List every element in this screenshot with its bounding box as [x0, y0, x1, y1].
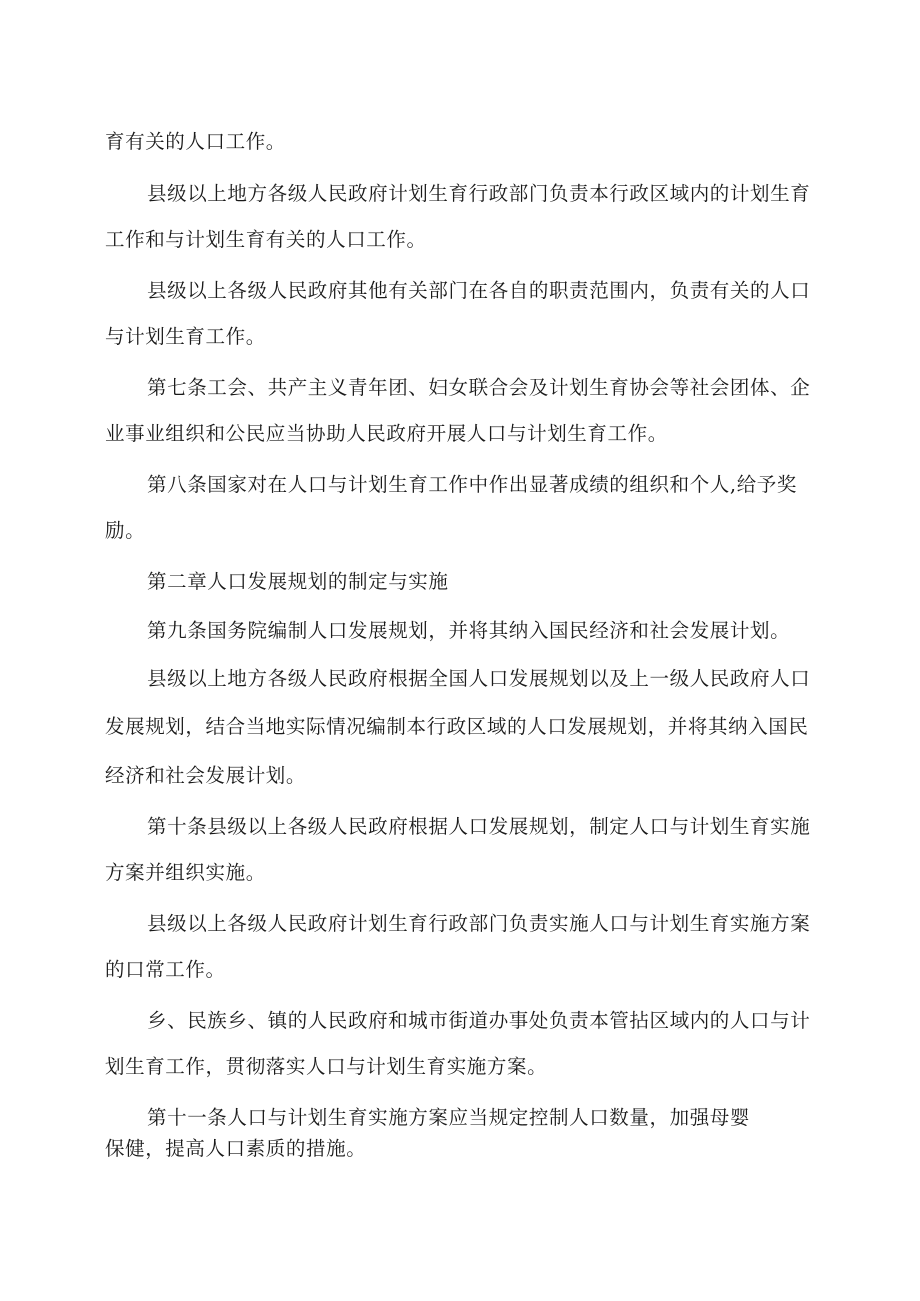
- text-line-6: 第七条工会、共产主义青年团、妇女联合会及计划生育协会等社会团体、企: [147, 376, 811, 399]
- text-line-17: 县级以上各级人民政府计划生育行政部门负责实施人口与计划生育实施方案: [147, 912, 811, 935]
- text-line-19: 乡、民族乡、镇的人民政府和城市街道办事处负责本管拈区域内的人口与计: [147, 1009, 811, 1032]
- text-line-2: 县级以上地方各级人民政府计划生育行政部门负责本行政区域内的计划生育: [147, 182, 811, 205]
- text-line-1: 育有关的人口工作。: [105, 130, 286, 153]
- text-line-9: 励。: [105, 519, 146, 542]
- text-line-11: 第九条国务院编制人口发展规划，并将其纳入国民经济和社会发展计划。: [147, 619, 791, 642]
- text-line-20: 划生育工作，贯彻落实人口与计划生育实施方案。: [105, 1055, 548, 1078]
- text-line-4: 县级以上各级人民政府其他有关部门在各自的职责范围内，负责有关的人口: [147, 279, 811, 302]
- text-line-7: 业事业组织和公民应当协助人民政府开展人口与计划生育工作。: [105, 422, 668, 445]
- text-line-5: 与计划生育工作。: [105, 325, 266, 348]
- text-line-13: 发展规划，结合当地实际情况编制本行政区域的人口发展规划，并将其纳入国民: [105, 715, 809, 738]
- text-line-14: 经济和社会发展计划。: [105, 764, 307, 787]
- text-line-8: 第八条国家对在人口与计划生育工作中作出显著成绩的组织和个人,给予奖: [147, 473, 797, 496]
- text-line-15: 第十条县级以上各级人民政府根据人口发展规划，制定人口与计划生育实施: [147, 815, 811, 838]
- chapter-heading: 第二章人口发展规划的制定与实施: [147, 570, 449, 593]
- text-line-21: 第十一条人口与计划生育实施方案应当规定控制人口数量，加强母婴: [147, 1106, 751, 1129]
- text-line-18: 的口常工作。: [105, 958, 226, 981]
- text-line-22: 保健，提高人口素质的措施。: [105, 1137, 367, 1160]
- text-line-16: 方案并组织实施。: [105, 861, 266, 884]
- text-line-3: 工作和与计划生育有关的人口工作。: [105, 228, 427, 251]
- text-line-12: 县级以上地方各级人民政府根据全国人口发展规划以及上一级人民政府人口: [147, 667, 811, 690]
